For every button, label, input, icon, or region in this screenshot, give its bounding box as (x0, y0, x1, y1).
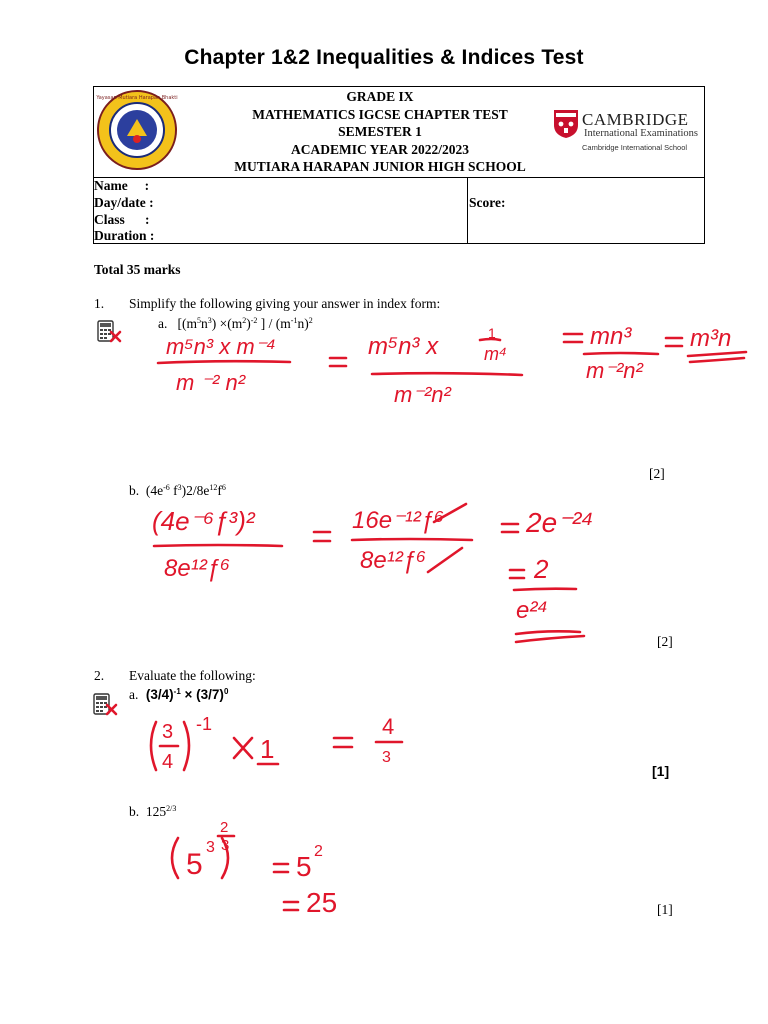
q2b-expression: b. $125^{2/3}$ (129, 804, 177, 819)
total-marks: Total 35 marks (94, 262, 181, 277)
header-semester: SEMESTER 1 (338, 124, 422, 139)
field-name: Name : (94, 178, 150, 193)
header-subject: MATHEMATICS IGCSE CHAPTER TEST (252, 106, 508, 122)
q1a-marks: [2] (649, 466, 665, 481)
svg-text:3: 3 (162, 721, 174, 743)
q1b-expression: b. ($4e^{-6}$ $f^3)2/8e^{12}f^6$ (129, 483, 226, 498)
no-calculator-icon (96, 319, 122, 345)
svg-text:3: 3 (221, 837, 230, 854)
svg-text:4: 4 (162, 751, 174, 773)
cambridge-school: Cambridge International School (582, 143, 688, 152)
svg-text:(4e⁻⁶ƒ³)²: (4e⁻⁶ƒ³)² (152, 506, 255, 536)
svg-text:m⁵n³ x: m⁵n³ x (368, 333, 439, 360)
svg-text:2: 2 (534, 554, 549, 584)
q1b-label: b. (129, 483, 140, 498)
q2a-handwritten-answer (144, 700, 414, 780)
svg-text:m ⁻² n²: m ⁻² n² (176, 370, 246, 395)
svg-text:m⁻²n²: m⁻²n² (586, 358, 643, 383)
cambridge-shield-icon (553, 109, 579, 139)
q1b-marks: [2] (657, 634, 673, 649)
svg-text:m³n: m³n (690, 325, 732, 352)
header-vertical-divider (467, 177, 468, 244)
header-year: ACADEMIC YEAR 2022/2023 (291, 141, 469, 157)
svg-text:16e⁻¹²ƒ⁶: 16e⁻¹²ƒ⁶ (352, 507, 445, 534)
svg-text:e²⁴: e²⁴ (516, 597, 548, 624)
q1b-handwritten-answer (148, 494, 608, 654)
header-grade: GRADE IX (346, 89, 414, 104)
seal-text: Yayasan Mutiara Harapan Bhakti (96, 95, 178, 101)
q2-prompt: Evaluate the following: (129, 668, 256, 683)
q2a-expression: a. $(3/4)^{-1} \times (3/7)^0$ (129, 687, 229, 702)
svg-text:8e¹²ƒ⁶: 8e¹²ƒ⁶ (360, 547, 426, 574)
svg-text:8e¹²ƒ⁶: 8e¹²ƒ⁶ (164, 555, 230, 582)
svg-text:5: 5 (296, 851, 312, 882)
q2a-label: a. (129, 687, 139, 702)
svg-text:5: 5 (186, 848, 203, 881)
q2b-marks: [1] (657, 902, 673, 917)
svg-text:3: 3 (382, 749, 391, 766)
q1-number: 1. (94, 296, 105, 311)
school-seal-logo (96, 89, 178, 171)
q2a-marks: [1] (652, 763, 670, 779)
header-text (190, 88, 570, 176)
svg-text:25: 25 (306, 887, 338, 918)
q1a-expression: a. [$(m^5n^3) \times(m^2)^{-2}$ ] / $(m^{-1}n)^2$ (158, 316, 313, 331)
svg-text:-1: -1 (196, 714, 213, 734)
svg-text:m⁻²n²: m⁻²n² (394, 382, 451, 407)
svg-text:mn³: mn³ (590, 323, 632, 350)
q1-prompt: Simplify the following giving your answer in index form: (129, 296, 441, 311)
q1a-label: a. (158, 316, 168, 331)
cambridge-brand: CAMBRIDGE (582, 110, 689, 129)
q1a-handwritten-answer (150, 322, 760, 410)
svg-text:1: 1 (488, 325, 496, 341)
svg-text:1: 1 (260, 734, 275, 764)
student-fields (94, 178, 154, 245)
q2b-label: b. (129, 804, 140, 819)
field-score: Score: (469, 195, 506, 210)
q2b-handwritten-answer (164, 816, 374, 926)
q2-number: 2. (94, 668, 105, 683)
header-school: MUTIARA HARAPAN JUNIOR HIGH SCHOOL (234, 159, 526, 174)
no-calculator-icon (92, 692, 118, 718)
svg-text:m⁵n³ x m⁻⁴: m⁵n³ x m⁻⁴ (166, 334, 276, 359)
svg-text:m⁴: m⁴ (484, 344, 507, 364)
page-title: Chapter 1&2 Inequalities & Indices Test (184, 46, 584, 69)
field-class: Class : (94, 211, 150, 227)
cambridge-sub: International Examinations (584, 128, 699, 139)
field-duration: Duration : (94, 228, 155, 244)
svg-text:4: 4 (382, 714, 395, 739)
svg-text:2: 2 (220, 819, 229, 836)
svg-text:2e⁻²⁴: 2e⁻²⁴ (526, 507, 594, 538)
svg-text:3: 3 (206, 839, 215, 856)
field-daydate: Day/date : (94, 194, 154, 210)
header-divider (93, 177, 705, 178)
svg-text:2: 2 (314, 843, 323, 860)
